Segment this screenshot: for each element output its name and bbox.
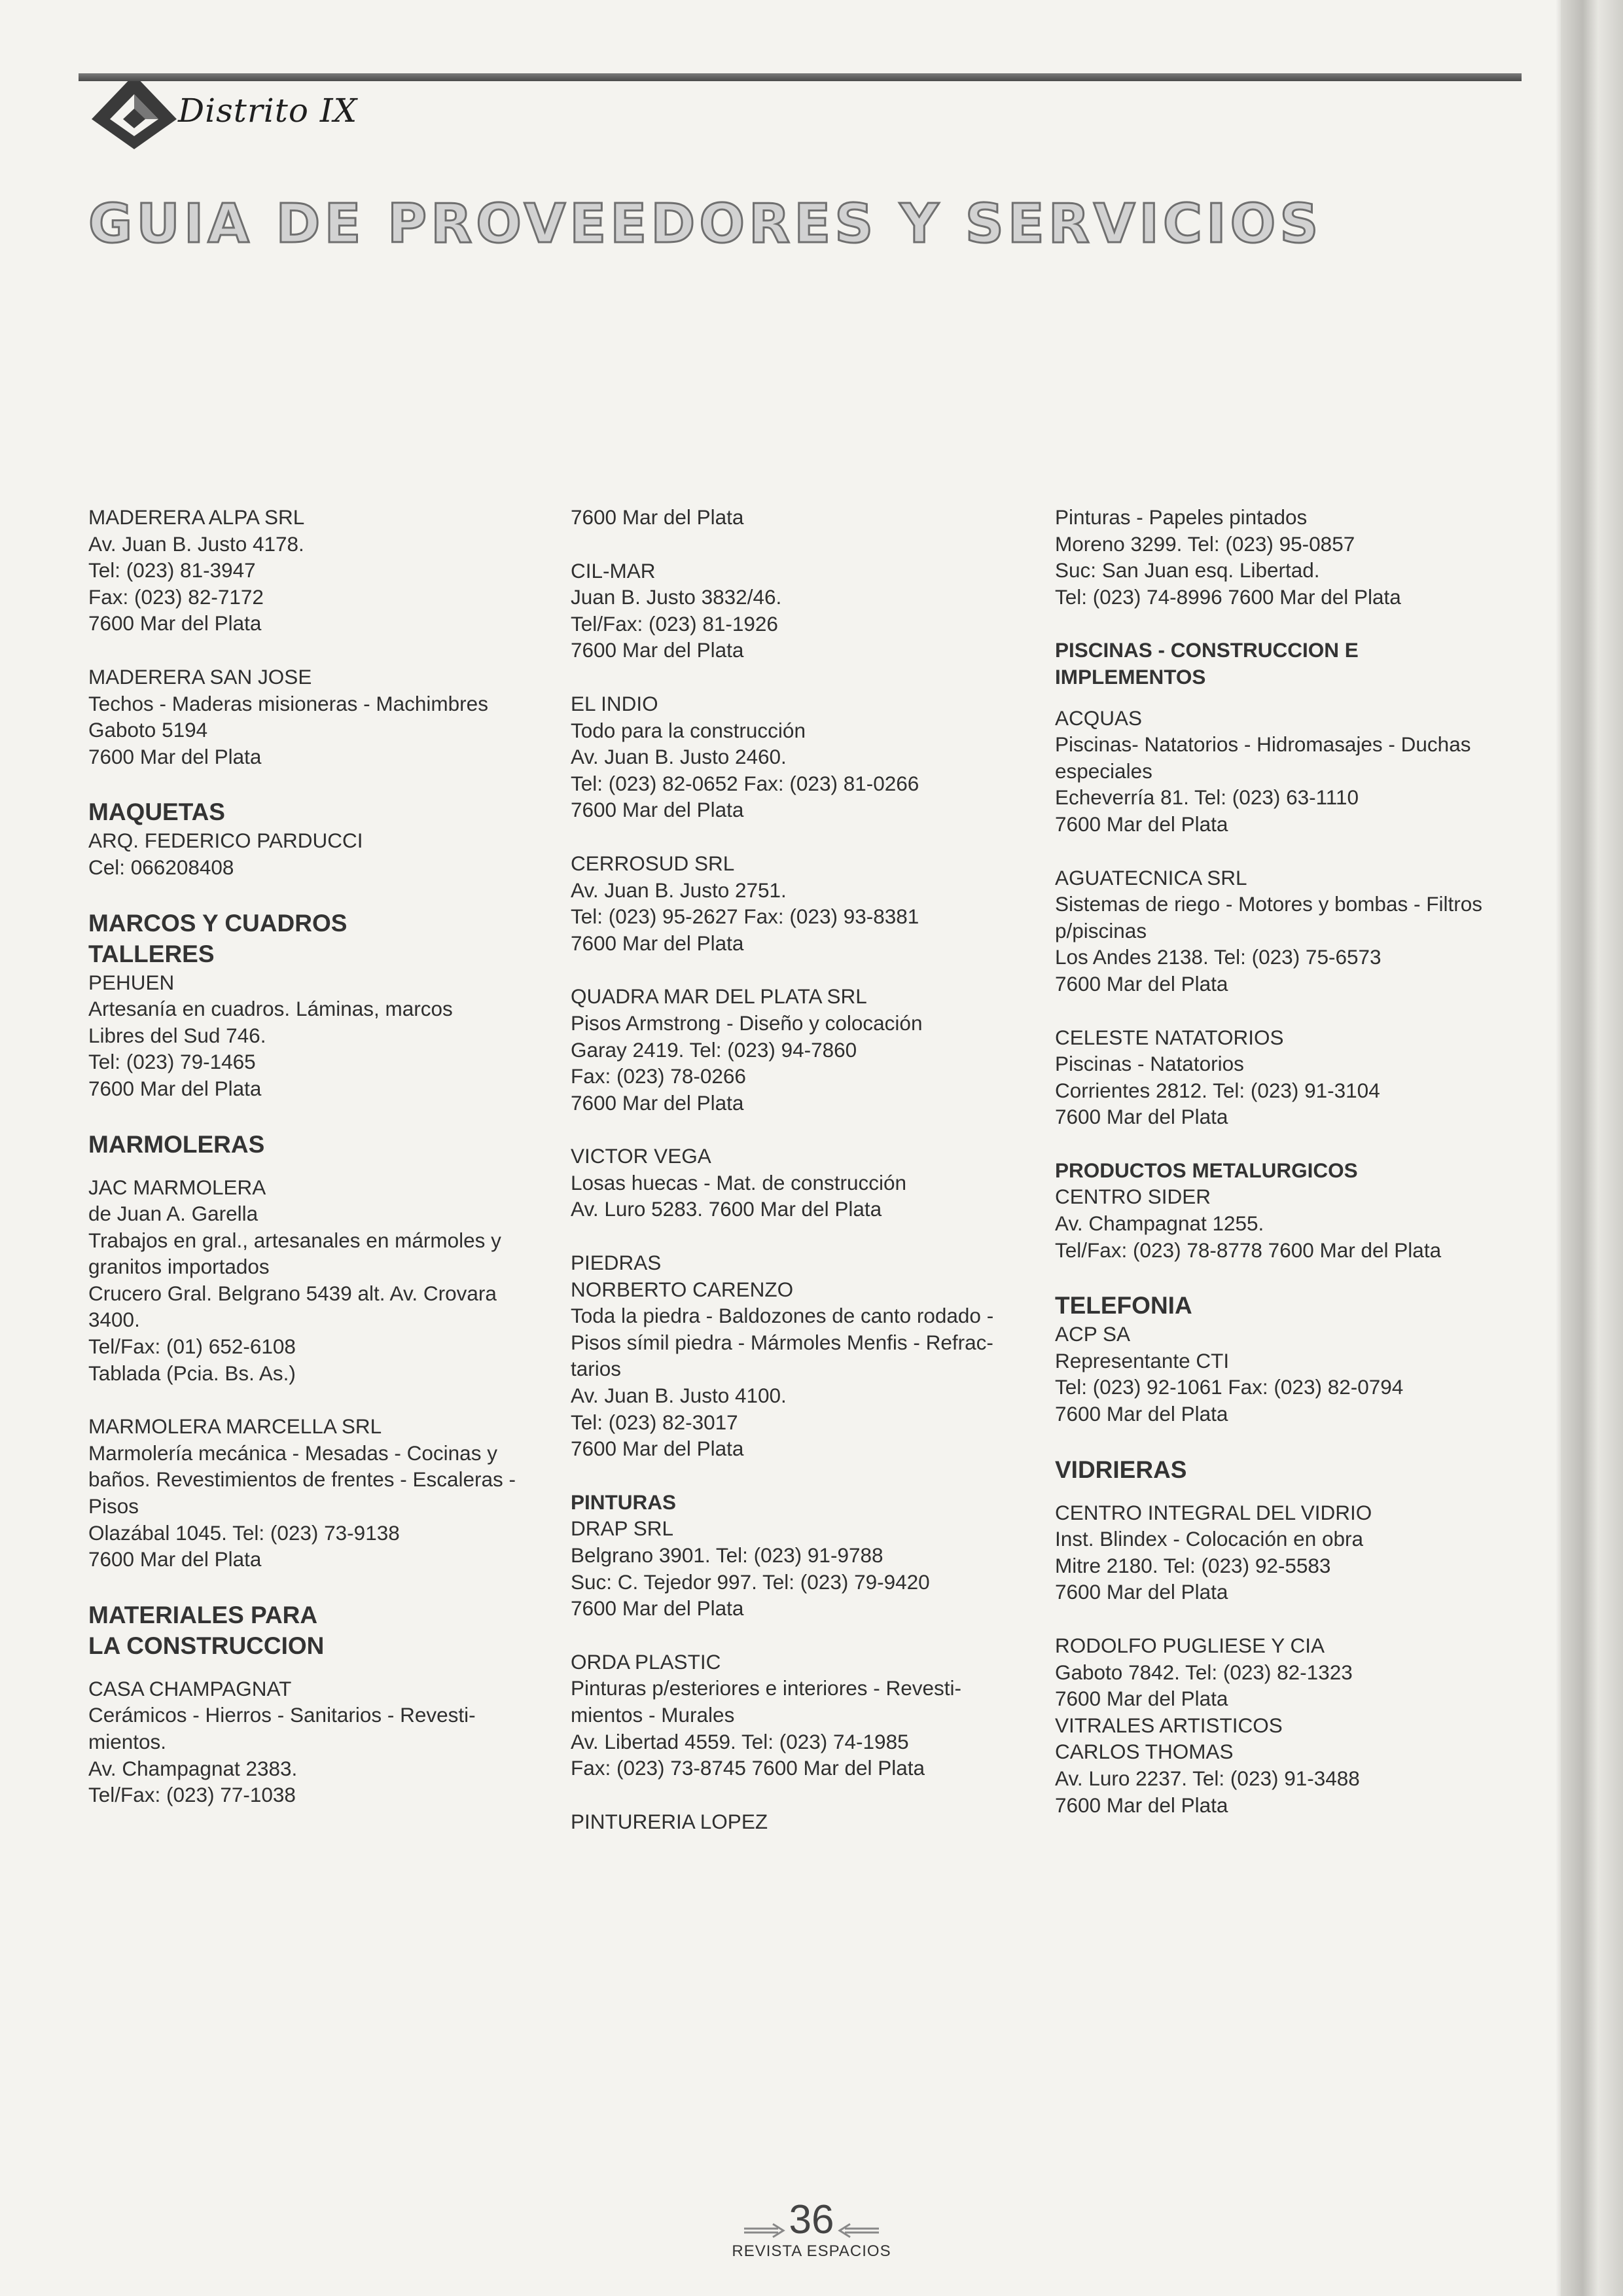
- entry-name: 7600 Mar del Plata: [571, 505, 744, 529]
- directory-entry: [571, 1143, 1029, 1223]
- entry-line: 7600 Mar del Plata: [1055, 1793, 1228, 1817]
- category-heading: PINTURAS: [571, 1490, 677, 1514]
- directory-entry: [1055, 1157, 1507, 1263]
- entry-line: Fax: (023) 78-0266: [571, 1064, 746, 1088]
- entry-line: 7600 Mar del Plata: [1055, 812, 1228, 836]
- entry-line: 7600 Mar del Plata: [571, 798, 744, 822]
- category-block: [1055, 637, 1507, 690]
- entry-line: p/piscinas: [1055, 918, 1147, 942]
- entry-name: RODOLFO PUGLIESE Y CIA: [1055, 1634, 1325, 1657]
- entry-line: Marmolería mecánica - Mesadas - Cocinas y: [88, 1441, 497, 1465]
- entry-line: Av. Luro 5283. 7600 Mar del Plata: [571, 1197, 882, 1221]
- directory-entry: [571, 1808, 1029, 1835]
- entry-line: Corrientes 2812. Tel: (023) 91-3104: [1055, 1078, 1380, 1102]
- entry-line: baños. Revestimientos de frentes - Escaleras -: [88, 1467, 516, 1492]
- entry-line: Gaboto 7842. Tel: (023) 82-1323: [1055, 1660, 1353, 1684]
- entry-line: especiales: [1055, 759, 1152, 783]
- entry-line: Representante CTI: [1055, 1348, 1230, 1372]
- entry-line: Tel: (023) 82-0652 Fax: (023) 81-0266: [571, 771, 919, 795]
- category-block: [1055, 1454, 1507, 1485]
- entry-line: Tablada (Pcia. Bs. As.): [88, 1361, 296, 1385]
- entry-line: Suc: C. Tejedor 997. Tel: (023) 79-9420: [571, 1570, 930, 1594]
- directory-entry: [88, 797, 546, 880]
- entry-line: Piscinas- Natatorios - Hidromasajes - Duchas: [1055, 732, 1471, 757]
- entry-line: Inst. Blindex - Colocación en obra: [1055, 1527, 1364, 1551]
- entry-line: Tel: (023) 95-2627 Fax: (023) 93-8381: [571, 905, 919, 929]
- entry-name: VICTOR VEGA: [571, 1144, 711, 1168]
- category-heading: IMPLEMENTOS: [1055, 664, 1206, 689]
- entry-name: CERROSUD SRL: [571, 851, 735, 875]
- entry-line: Pisos Armstrong - Diseño y colocación: [571, 1011, 923, 1035]
- entry-name: MADERERA ALPA SRL: [88, 505, 305, 529]
- entry-line: Echeverría 81. Tel: (023) 63-1110: [1055, 785, 1359, 810]
- section-label: Distrito IX: [178, 92, 358, 130]
- right-arrow-icon: [744, 2223, 786, 2238]
- category-block: [88, 1129, 546, 1160]
- directory-entry: [571, 1249, 1029, 1462]
- entry-name: PINTURERIA LOPEZ: [571, 1809, 768, 1833]
- entry-line: Garay 2419. Tel: (023) 94-7860: [571, 1037, 857, 1062]
- directory-entry: [1055, 1632, 1507, 1818]
- entry-line: 7600 Mar del Plata: [88, 1076, 262, 1100]
- entry-line: Pinturas p/esteriores e interiores - Revesti-: [571, 1676, 961, 1700]
- entry-line: 7600 Mar del Plata: [571, 931, 744, 955]
- entry-line: NORBERTO CARENZO: [571, 1277, 794, 1301]
- entry-name: ARQ. FEDERICO PARDUCCI: [88, 829, 363, 853]
- entry-line: Tel/Fax: (023) 81-1926: [571, 611, 778, 636]
- entry-name: ACP SA: [1055, 1322, 1130, 1346]
- entry-name: JAC MARMOLERA: [88, 1175, 266, 1199]
- entry-line: 7600 Mar del Plata: [1055, 971, 1228, 996]
- directory-entry: [571, 504, 1029, 531]
- directory-entry: [1055, 504, 1507, 610]
- entry-line: 7600 Mar del Plata: [571, 1090, 744, 1115]
- entry-line: Los Andes 2138. Tel: (023) 75-6573: [1055, 945, 1382, 969]
- column-2: [571, 504, 1029, 1861]
- entry-line: Av. Juan B. Justo 2751.: [571, 878, 787, 902]
- category-heading: PRODUCTOS METALURGICOS: [1055, 1158, 1358, 1182]
- entry-line: Tel: (023) 74-8996 7600 Mar del Plata: [1055, 584, 1401, 609]
- entry-line: Moreno 3299. Tel: (023) 95-0857: [1055, 531, 1355, 556]
- entry-line: Av. Champagnat 1255.: [1055, 1211, 1264, 1236]
- entry-line: Olazábal 1045. Tel: (023) 73-9138: [88, 1520, 400, 1545]
- page-number: 36: [789, 2197, 834, 2242]
- directory-entry: [571, 1649, 1029, 1782]
- directory-entry: [571, 1489, 1029, 1622]
- entry-line: CARLOS THOMAS: [1055, 1740, 1234, 1764]
- entry-line: Belgrano 3901. Tel: (023) 91-9788: [571, 1543, 883, 1567]
- entry-line: Av. Juan B. Justo 2460.: [571, 745, 787, 769]
- category-block: [88, 1600, 546, 1661]
- directory-entry: [1055, 1024, 1507, 1130]
- entry-line: Av. Libertad 4559. Tel: (023) 74-1985: [571, 1729, 909, 1753]
- category-heading: VIDRIERAS: [1055, 1456, 1187, 1483]
- entry-line: Tel: (023) 92-1061 Fax: (023) 82-0794: [1055, 1375, 1404, 1399]
- entry-line: 7600 Mar del Plata: [1055, 1687, 1228, 1711]
- entry-line: Av. Luro 2237. Tel: (023) 91-3488: [1055, 1766, 1360, 1790]
- entry-line: 3400.: [88, 1308, 140, 1332]
- category-heading: MATERIALES PARA: [88, 1601, 318, 1628]
- directory-entry: [88, 1174, 546, 1387]
- category-heading: MAQUETAS: [88, 798, 225, 826]
- column-1: [88, 504, 546, 1835]
- entry-line: Pisos: [88, 1494, 139, 1518]
- directory-entry: [571, 983, 1029, 1116]
- entry-line: Av. Juan B. Justo 4178.: [88, 531, 304, 556]
- category-heading: PISCINAS - CONSTRUCCION E: [1055, 638, 1359, 662]
- entry-line: Mitre 2180. Tel: (023) 92-5583: [1055, 1553, 1331, 1577]
- entry-name: MADERERA SAN JOSE: [88, 664, 312, 689]
- directory-entry: [571, 850, 1029, 956]
- directory-entry: [571, 691, 1029, 823]
- entry-line: Losas huecas - Mat. de construcción: [571, 1170, 907, 1194]
- entry-line: 7600 Mar del Plata: [1055, 1580, 1228, 1604]
- header-rule: [79, 73, 1522, 81]
- entry-name: QUADRA MAR DEL PLATA SRL: [571, 984, 867, 1009]
- entry-name: CENTRO SIDER: [1055, 1185, 1211, 1209]
- entry-line: Pisos símil piedra - Mármoles Menfis - Refrac-: [571, 1330, 993, 1354]
- entry-line: 7600 Mar del Plata: [88, 744, 262, 768]
- directory-entry: [88, 1676, 546, 1808]
- entry-line: Gaboto 5194: [88, 718, 208, 742]
- entry-line: de Juan A. Garella: [88, 1202, 259, 1226]
- entry-line: Artesanía en cuadros. Láminas, marcos: [88, 997, 453, 1021]
- entry-name: CASA CHAMPAGNAT: [88, 1676, 292, 1700]
- left-arrow-icon: [837, 2223, 879, 2238]
- entry-line: mientos.: [88, 1730, 167, 1753]
- entry-line: Crucero Gral. Belgrano 5439 alt. Av. Crovara: [88, 1281, 497, 1305]
- entry-name: PIEDRAS: [571, 1251, 662, 1275]
- entry-name: ORDA PLASTIC: [571, 1649, 721, 1674]
- entry-name: CIL-MAR: [571, 558, 656, 583]
- entry-line: Techos - Maderas misioneras - Machimbres: [88, 691, 488, 715]
- directory-entry: [571, 558, 1029, 664]
- entry-line: Fax: (023) 73-8745 7600 Mar del Plata: [571, 1756, 925, 1780]
- entry-line: Cerámicos - Hierros - Sanitarios - Revesti-: [88, 1703, 476, 1727]
- entry-line: 7600 Mar del Plata: [88, 1547, 262, 1571]
- directory-entry: [1055, 865, 1507, 997]
- entry-line: 7600 Mar del Plata: [571, 638, 744, 662]
- entry-line: Tel: (023) 82-3017: [571, 1410, 738, 1434]
- directory-entry: [88, 1413, 546, 1573]
- entry-line: 7600 Mar del Plata: [1055, 1105, 1228, 1129]
- entry-line: VITRALES ARTISTICOS: [1055, 1713, 1283, 1737]
- entry-line: Libres del Sud 746.: [88, 1023, 266, 1047]
- entry-line: Tel: (023) 79-1465: [88, 1050, 256, 1074]
- entry-line: Juan B. Justo 3832/46.: [571, 585, 782, 609]
- entry-name: EL INDIO: [571, 691, 658, 715]
- entry-line: Tel: (023) 81-3947: [88, 558, 256, 583]
- entry-line: 7600 Mar del Plata: [571, 1437, 744, 1461]
- category-heading: TELEFONIA: [1055, 1292, 1192, 1319]
- directory-entry: [88, 908, 546, 1102]
- directory-entry: [88, 504, 546, 637]
- page-footer: [681, 2199, 942, 2261]
- entry-line: Trabajos en gral., artesanales en mármoles y: [88, 1228, 501, 1252]
- entry-name: PEHUEN: [88, 970, 175, 994]
- entry-name: CENTRO INTEGRAL DEL VIDRIO: [1055, 1500, 1372, 1524]
- entry-name: AGUATECNICA SRL: [1055, 865, 1247, 889]
- guide-title: GUIA DE PROVEEDORES Y SERVICIOS: [88, 193, 1323, 255]
- category-heading: MARCOS Y CUADROS: [88, 909, 348, 937]
- entry-name: DRAP SRL: [571, 1516, 673, 1541]
- entry-line: tarios: [571, 1357, 622, 1381]
- entry-line: 7600 Mar del Plata: [88, 611, 262, 636]
- entry-line: Av. Juan B. Justo 4100.: [571, 1384, 787, 1408]
- entry-line: Todo para la construcción: [571, 718, 806, 742]
- entry-line: mientos - Murales: [571, 1702, 735, 1727]
- entry-line: Piscinas - Natatorios: [1055, 1052, 1244, 1076]
- entry-name: MARMOLERA MARCELLA SRL: [88, 1414, 382, 1439]
- entry-name: Pinturas - Papeles pintados: [1055, 505, 1308, 529]
- entry-line: Toda la piedra - Baldozones de canto rodado -: [571, 1304, 994, 1328]
- page-binding-edge: [1561, 0, 1623, 2296]
- entry-name: CELESTE NATATORIOS: [1055, 1025, 1284, 1049]
- category-heading: MARMOLERAS: [88, 1130, 265, 1158]
- category-heading: TALLERES: [88, 940, 215, 967]
- entry-name: ACQUAS: [1055, 706, 1143, 730]
- entry-line: Fax: (023) 82-7172: [88, 584, 264, 609]
- entry-line: granitos importados: [88, 1255, 270, 1279]
- directory-entry: [1055, 1499, 1507, 1605]
- column-3: [1055, 504, 1507, 1845]
- directory-entry: [1055, 705, 1507, 838]
- entry-line: 7600 Mar del Plata: [1055, 1402, 1228, 1426]
- directory-entry: [88, 664, 546, 770]
- magazine-name: REVISTA ESPACIOS: [732, 2242, 891, 2260]
- entry-line: Suc: San Juan esq. Libertad.: [1055, 558, 1320, 583]
- entry-line: Tel/Fax: (023) 78-8778 7600 Mar del Plata: [1055, 1238, 1442, 1262]
- directory-entry: [1055, 1290, 1507, 1427]
- category-heading: LA CONSTRUCCION: [88, 1632, 325, 1659]
- entry-line: 7600 Mar del Plata: [571, 1596, 744, 1621]
- entry-line: Tel/Fax: (01) 652-6108: [88, 1335, 296, 1359]
- entry-line: Av. Champagnat 2383.: [88, 1756, 298, 1780]
- entry-line: Sistemas de riego - Motores y bombas - Filtros: [1055, 892, 1482, 916]
- entry-line: Cel: 066208408: [88, 855, 234, 879]
- entry-line: Tel/Fax: (023) 77-1038: [88, 1783, 296, 1807]
